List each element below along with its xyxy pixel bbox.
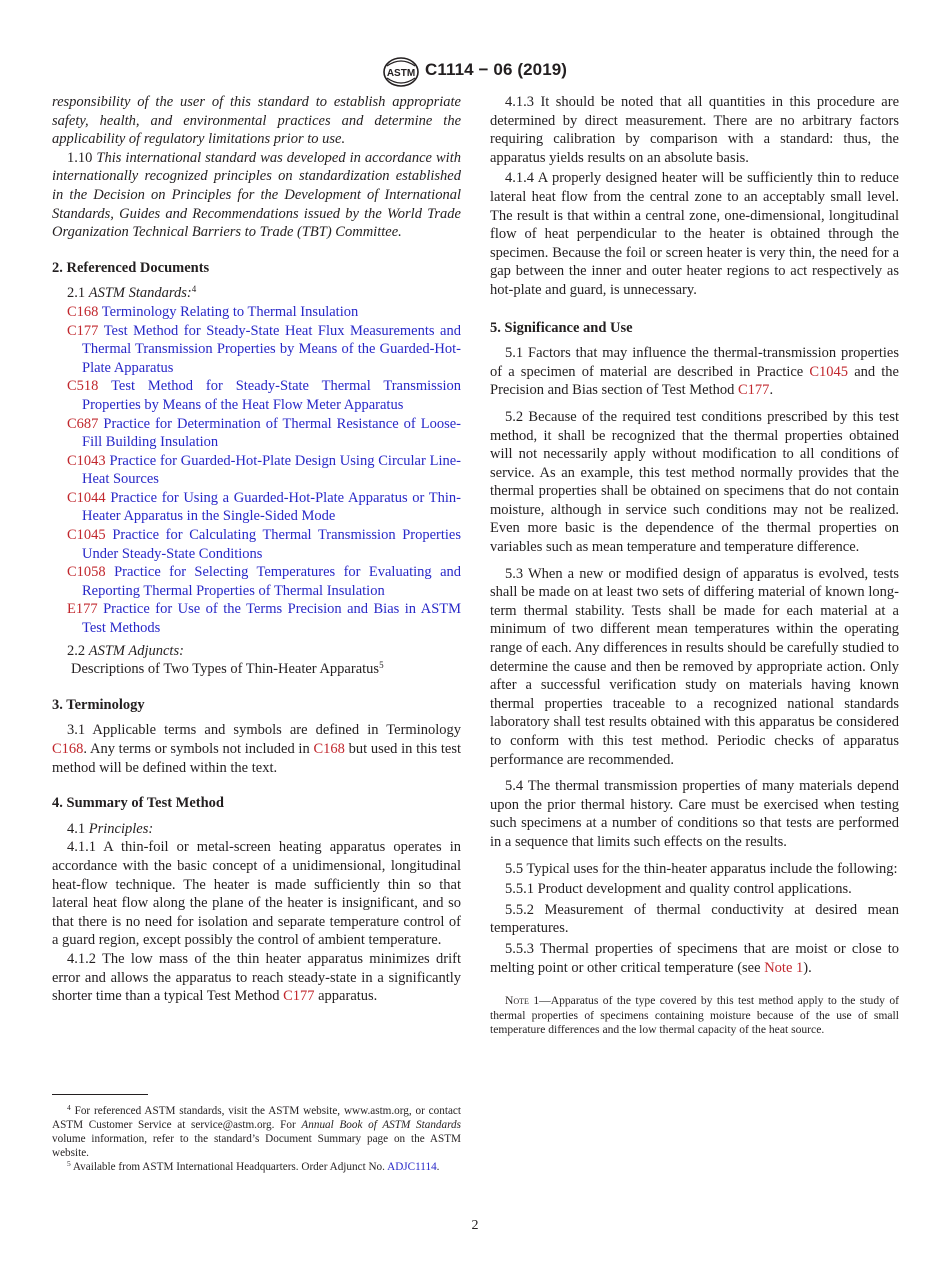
footnote-5 <box>52 1160 461 1174</box>
paragraph-text: . <box>769 382 774 399</box>
paragraph-2-1 <box>52 284 461 303</box>
ref-item[interactable] <box>52 415 461 452</box>
ref-code-link[interactable]: C1058 <box>67 564 106 581</box>
footnote-number: 5 <box>67 1159 71 1169</box>
paragraph-text: 5.1 Factors that may influence the thermal-transmission properties of a specimen of material are described in Practice <box>490 345 899 380</box>
paragraph-text: apparatus. <box>314 988 378 1005</box>
paragraph-text: ). <box>803 959 812 976</box>
c1045-link[interactable]: C1045 <box>809 363 849 380</box>
paragraph-4-1-3: 4.1.3 It should be noted that all quantities in this procedure are determined by direct measurement. There are no arbitrary factors requiring calibration by comparison with a standard: thus, the apparatus yields results on an absolute basis. <box>490 94 899 166</box>
footnote-text: . <box>436 1161 440 1174</box>
ref-title-link[interactable]: Terminology Relating to Thermal Insulation <box>101 303 359 320</box>
section-5-heading: 5. Significance and Use <box>490 319 633 336</box>
ref-title-link[interactable]: Practice for Guarded-Hot-Plate Design Using Circular Line-Heat Sources <box>82 452 461 488</box>
footnote-text: Annual Book of ASTM Standards <box>301 1119 461 1132</box>
left-column <box>52 93 461 1006</box>
note-1-link[interactable]: Note 1 <box>764 959 804 976</box>
paragraph-text: but used in this test method will be defined within the text. <box>52 741 461 776</box>
footnote-ref-5[interactable]: 5 <box>379 660 384 671</box>
ref-title-link[interactable]: Practice for Using a Guarded-Hot-Plate Apparatus or Thin-Heater Apparatus in the Single-Sided Mode <box>82 489 461 525</box>
footnote-text: volume information, refer to the standard’s Document Summary page on the ASTM website. <box>52 1133 461 1160</box>
paragraph-text: 5.5.3 Thermal properties of specimens that are moist or close to melting point or other critical temperature (see <box>490 940 899 976</box>
paragraph-text: This international standard was developed in accordance with internationally recognized principles on standardization established in the Decision on Principles for the Development of International Standards, Guides and Recommendations issued by the World Trade Organization Technical Barriers to Trade (TBT) Committee. <box>52 149 461 241</box>
paragraph-5-3: 5.3 When a new or modified design of apparatus is evolved, tests shall be made on at least two sets of differing material of known long-term thermal stability. Tests shall be made for each material at a minimum of two different mean temperatures within the operating range of each. Any differences in results should be carefully studied to determine the cause and then be removed by appropriate action. Only after a successful verification study on materials having known thermal properties traceable to a recognized national standards laboratory shall test results obtained with this apparatus be considered to conform with this test method. Periodic checks of apparatus performance are recommended. <box>490 565 899 768</box>
paragraph-text: and the Precision and Bias section of Test Method <box>490 363 899 399</box>
ref-item[interactable] <box>52 526 461 563</box>
c177-link[interactable]: C177 <box>738 382 770 399</box>
ref-code-link[interactable]: C518 <box>67 378 99 395</box>
ref-code-link[interactable]: C168 <box>67 303 99 320</box>
astm-standards-label: ASTM Standards: <box>88 285 192 302</box>
footnote-text: For referenced ASTM standards, visit the ASTM website, www.astm.org, or contact ASTM Customer Service at service@astm.org. For <box>52 1105 461 1132</box>
ref-item[interactable] <box>52 489 461 526</box>
paragraph-text: 3.1 Applicable terms and symbols are defined in Terminology <box>67 722 461 739</box>
logo-text: ASTM <box>386 68 416 79</box>
paragraph-4-1-2 <box>52 950 461 1006</box>
paragraph-text: 4.1.2 The low mass of the thin heater apparatus minimizes drift error and allows the apparatus to reach steady-state in a significantly shorter time than a typical Test Method <box>52 950 461 1005</box>
note-text: —Apparatus of the type covered by this test method apply to the study of thermal properties of specimens containing moisture because of the use of small temperature differences and the low thermal capacity of the heat source. <box>490 994 899 1037</box>
ref-title-link[interactable]: Practice for Use of the Terms Precision and Bias in ASTM Test Methods <box>82 601 462 637</box>
footnote-ref-4[interactable]: 4 <box>191 284 197 295</box>
paragraph-1-10 <box>52 149 461 242</box>
footnotes <box>52 1104 461 1174</box>
astm-adjuncts-label: ASTM Adjuncts: <box>88 642 184 659</box>
referenced-standards-list <box>52 303 461 638</box>
section-3-heading: 3. Terminology <box>52 696 145 713</box>
paragraph-5-1 <box>490 344 899 400</box>
section-number: 2.1 <box>67 285 86 302</box>
paragraph-5-2: 5.2 Because of the required test conditions prescribed by this test method, it shall be recognized that the thermal properties obtained will not necessarily apply without modification to all conditions of service. As an example, this test method normally provides that the thermal properties shall be obtained on specimens that do not contain moisture, although in service such conditions may not be realized. Even more basic is the dependence of the thermal properties on variables such as mean temperature and temperature difference. <box>490 408 899 556</box>
page-header <box>0 56 950 90</box>
ref-code-link[interactable]: C1043 <box>67 452 106 469</box>
ref-item[interactable] <box>52 600 461 637</box>
paragraph-4-1-4: 4.1.4 A properly designed heater will be sufficiently thin to reduce lateral heat flow from the central zone to an acceptably small level. The result is that within a central zone, one-dimensional, longitudinal flow of heat perpendicular to the heater is obtained through the specimen. Because the foil or screen heater is very thin, the need for a gap between the inner and outer heater regions to act respectively as hot-plate and guard, is unnecessary. <box>490 170 899 298</box>
page-number: 2 <box>471 1218 479 1233</box>
paragraph-3-1 <box>52 721 461 777</box>
ref-title-link[interactable]: Practice for Calculating Thermal Transmission Properties Under Steady-State Conditions <box>82 527 462 562</box>
ref-item[interactable] <box>52 563 461 600</box>
paragraph-5-4: 5.4 The thermal transmission properties of many materials depend upon the prior thermal history. Care must be exercised when testing such specimens at a number of conditions so that tests are performed in a sequence that limits such effects on the results. <box>490 778 899 850</box>
section-number: 2.2 <box>67 642 86 659</box>
adjunct-link[interactable]: ADJC1114 <box>387 1161 437 1174</box>
adjunct-text: Descriptions of Two Types of Thin-Heater Apparatus <box>71 661 380 678</box>
paragraph-4-1 <box>52 820 461 839</box>
adjunct-item <box>52 660 461 679</box>
ref-code-link[interactable]: C177 <box>67 322 99 339</box>
ref-title-link[interactable]: Test Method for Steady-State Thermal Transmission Properties by Means of the Heat Flow Meter Apparatus <box>82 378 461 413</box>
principles-label: Principles: <box>88 820 154 837</box>
c168-link[interactable]: C168 <box>313 741 345 757</box>
c168-link[interactable]: C168 <box>52 741 84 757</box>
section-number: 1.10 <box>67 149 93 166</box>
footnote-divider <box>52 1094 148 1095</box>
section-4-heading: 4. Summary of Test Method <box>52 795 224 812</box>
ref-code-link[interactable]: C687 <box>67 415 99 432</box>
footnote-number: 4 <box>67 1103 71 1112</box>
footnote-4 <box>52 1104 461 1160</box>
ref-title-link[interactable]: Practice for Determination of Thermal Resistance of Loose-Fill Building Insulation <box>82 415 461 451</box>
paragraph-text: . Any terms or symbols not included in <box>83 741 314 757</box>
ref-code-link[interactable]: C1044 <box>67 489 106 506</box>
ref-item[interactable] <box>52 452 461 489</box>
note-label: Note 1 <box>505 994 540 1008</box>
section-number: 4.1 <box>67 820 86 837</box>
c177-link[interactable]: C177 <box>283 988 315 1005</box>
ref-item[interactable] <box>52 322 461 378</box>
paragraph-4-1-1: 4.1.1 A thin-foil or metal-screen heating apparatus operates in accordance with the basic concept of a unidimensional, longitudinal heat-flow technique. The heater is made sufficiently thin so that lateral heat flow along the plane of the heater is insignificant, and so that there is no need for isolation and separate temperature control of a guard region, except possibly the control of ambient temperature. <box>52 839 461 949</box>
ref-title-link[interactable]: Practice for Selecting Temperatures for Evaluating and Reporting Thermal Properties of Thermal Insulation <box>82 564 462 599</box>
intro-paragraph: responsibility of the user of this standard to establish appropriate safety, health, and environmental practices and determine the applicability of regulatory limitations prior to use. <box>52 94 461 148</box>
standard-designation: C1114 − 06 (2019) <box>425 60 568 79</box>
paragraph-5-5-1: 5.5.1 Product development and quality control applications. <box>505 881 852 898</box>
paragraph-5-5-3 <box>490 940 899 977</box>
ref-item[interactable] <box>52 377 461 414</box>
paragraph-5-5: 5.5 Typical uses for the thin-heater apparatus include the following: <box>505 860 898 877</box>
astm-logo-icon <box>381 56 421 88</box>
paragraph-5-5-2: 5.5.2 Measurement of thermal conductivity at desired mean temperatures. <box>490 901 899 937</box>
ref-code-link[interactable]: C1045 <box>67 527 106 544</box>
paragraph-2-2 <box>52 642 461 661</box>
footnote-text: Available from ASTM International Headquarters. Order Adjunct No. <box>70 1161 388 1174</box>
ref-title-link[interactable]: Test Method for Steady-State Heat Flux Measurements and Thermal Transmission Properties by Means of the Guarded-Hot-Plate Apparatus <box>82 322 461 376</box>
right-column <box>490 93 899 1038</box>
ref-code-link[interactable]: E177 <box>67 601 98 618</box>
ref-item[interactable] <box>52 303 461 322</box>
section-2-heading: 2. Referenced Documents <box>52 259 210 276</box>
note-1 <box>490 994 899 1038</box>
